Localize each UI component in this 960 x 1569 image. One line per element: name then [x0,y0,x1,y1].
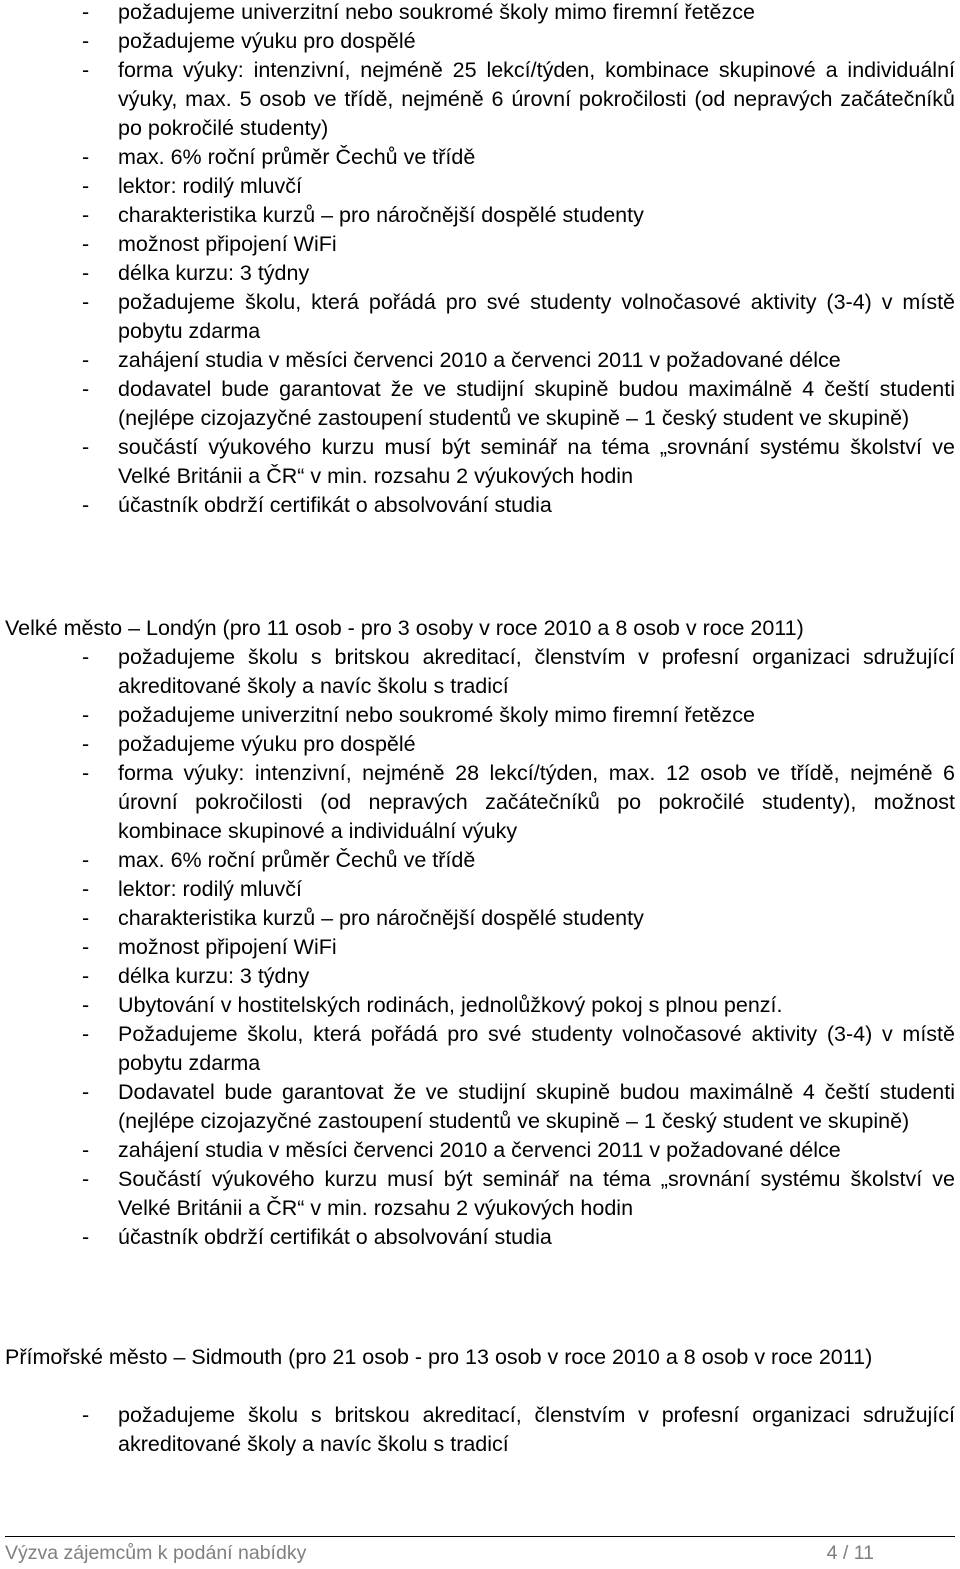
list-item-text: délka kurzu: 3 týdny [118,964,310,988]
bullet-dash: - [82,348,90,372]
list-item [0,933,960,962]
list-item-text: požadujeme univerzitní nebo soukromé školy mimo firemní řetězce [118,0,755,24]
list-item [0,904,960,933]
list-item [0,1020,960,1078]
list-item-text: délka kurzu: 3 týdny [118,261,310,285]
list-item-text: požadujeme školu, která pořádá pro své studenty volnočasové aktivity (3-4) v místě pobytu zdarma [118,290,955,343]
list-item [0,875,960,904]
list-item-text: požadujeme školu s britskou akreditací, členstvím v profesní organizaci sdružující akreditované školy a navíc školu s tradicí [118,645,955,698]
list-item [0,962,960,991]
bullet-dash: - [82,377,90,401]
list-item-text: požadujeme výuku pro dospělé [118,29,416,53]
list-item [0,643,960,701]
list-item [0,846,960,875]
list-item-text: Požadujeme školu, která pořádá pro své studenty volnočasové aktivity (3-4) v místě pobytu zdarma [118,1022,955,1075]
bullet-dash: - [82,1022,90,1046]
list-item [0,730,960,759]
bullet-dash: - [82,1167,90,1191]
bullet-dash: - [82,58,90,82]
bullet-dash: - [82,29,90,53]
bullet-dash: - [82,290,90,314]
list-item [0,375,960,433]
bullet-dash: - [82,174,90,198]
list-item [0,56,960,143]
page-number: 4 / 11 [826,1542,874,1564]
list-item-text: forma výuky: intenzivní, nejméně 25 lekcí/týden, kombinace skupinové a individuální výuky, max. 5 osob ve třídě, nejméně 6 úrovní pokročilosti (od nepravých začátečníků po pokročilé studenty) [118,58,955,140]
list-item-text: možnost připojení WiFi [118,232,337,256]
footer-title: Výzva zájemcům k podání nabídky [5,1542,307,1564]
bullet-dash: - [82,935,90,959]
bullet-dash: - [82,203,90,227]
list-item-text: účastník obdrží certifikát o absolvování studia [118,493,552,517]
list-item [0,230,960,259]
requirements-list-london [0,643,960,1252]
bullet-dash: - [82,703,90,727]
list-item [0,1136,960,1165]
list-item-text: max. 6% roční průměr Čechů ve třídě [118,145,476,169]
list-item [0,759,960,846]
list-item-text: charakteristika kurzů – pro náročnější dospělé studenty [118,203,644,227]
bullet-dash: - [82,493,90,517]
requirements-list-sidmouth [0,1401,960,1459]
list-item [0,433,960,491]
bullet-dash: - [82,435,90,459]
list-item-text: požadujeme školu s britskou akreditací, členstvím v profesní organizaci sdružující akreditované školy a navíc školu s tradicí [118,1403,955,1456]
bullet-dash: - [82,1403,90,1427]
footer-divider [5,1536,955,1537]
requirements-list-1 [0,0,960,520]
list-item-text: forma výuky: intenzivní, nejméně 28 lekcí/týden, max. 12 osob ve třídě, nejméně 6 úrovní pokročilosti (od nepravých začátečníků po pokročilé studenty), možnost kombinace skupinové a individuální výuky [118,761,955,843]
bullet-dash: - [82,848,90,872]
bullet-dash: - [82,145,90,169]
list-item [0,172,960,201]
bullet-dash: - [82,261,90,285]
list-item-text: součástí výukového kurzu musí být seminář na téma „srovnání systému školství ve Velké Británii a ČR“ v min. rozsahu 2 výukových hodin [118,435,955,488]
list-item-text: lektor: rodilý mluvčí [118,174,302,198]
bullet-dash: - [82,761,90,785]
list-item [0,346,960,375]
section-heading-sidmouth: Přímořské město – Sidmouth (pro 21 osob - pro 13 osob v roce 2010 a 8 osob v roce 2011) [5,1345,873,1369]
list-item-text: zahájení studia v měsíci červenci 2010 a červenci 2011 v požadované délce [118,1138,841,1162]
list-item-text: možnost připojení WiFi [118,935,337,959]
list-item-text: Dodavatel bude garantovat že ve studijní skupině budou maximálně 4 čeští studenti (nejlépe cizojazyčné zastoupení studentů ve skupině – 1 český student ve skupině) [118,1080,955,1133]
list-item [0,259,960,288]
list-item [0,1223,960,1252]
bullet-dash: - [82,993,90,1017]
list-item [0,491,960,520]
list-item-text: dodavatel bude garantovat že ve studijní skupině budou maximálně 4 čeští studenti (nejlépe cizojazyčné zastoupení studentů ve skupině – 1 český student ve skupině) [118,377,955,430]
list-item [0,0,960,27]
list-item [0,701,960,730]
bullet-dash: - [82,877,90,901]
list-item-text: požadujeme univerzitní nebo soukromé školy mimo firemní řetězce [118,703,755,727]
section-heading-london: Velké město – Londýn (pro 11 osob - pro 3 osoby v roce 2010 a 8 osob v roce 2011) [5,616,804,640]
list-item-text: Součástí výukového kurzu musí být seminář na téma „srovnání systému školství ve Velké Británii a ČR“ v min. rozsahu 2 výukových hodin [118,1167,955,1220]
list-item-text: požadujeme výuku pro dospělé [118,732,416,756]
bullet-dash: - [82,1225,90,1249]
bullet-dash: - [82,1138,90,1162]
list-item-text: lektor: rodilý mluvčí [118,877,302,901]
bullet-dash: - [82,1080,90,1104]
list-item [0,288,960,346]
list-item [0,201,960,230]
list-item [0,1165,960,1223]
list-item-text: charakteristika kurzů – pro náročnější dospělé studenty [118,906,644,930]
list-item [0,1401,960,1459]
bullet-dash: - [82,964,90,988]
list-item-text: účastník obdrží certifikát o absolvování studia [118,1225,552,1249]
page-footer [5,1540,874,1566]
list-item [0,143,960,172]
bullet-dash: - [82,0,90,24]
bullet-dash: - [82,906,90,930]
list-item-text: zahájení studia v měsíci červenci 2010 a červenci 2011 v požadované délce [118,348,841,372]
bullet-dash: - [82,732,90,756]
list-item [0,991,960,1020]
list-item-text: Ubytování v hostitelských rodinách, jednolůžkový pokoj s plnou penzí. [118,993,783,1017]
list-item [0,27,960,56]
list-item-text: max. 6% roční průměr Čechů ve třídě [118,848,476,872]
bullet-dash: - [82,232,90,256]
list-item [0,1078,960,1136]
bullet-dash: - [82,645,90,669]
